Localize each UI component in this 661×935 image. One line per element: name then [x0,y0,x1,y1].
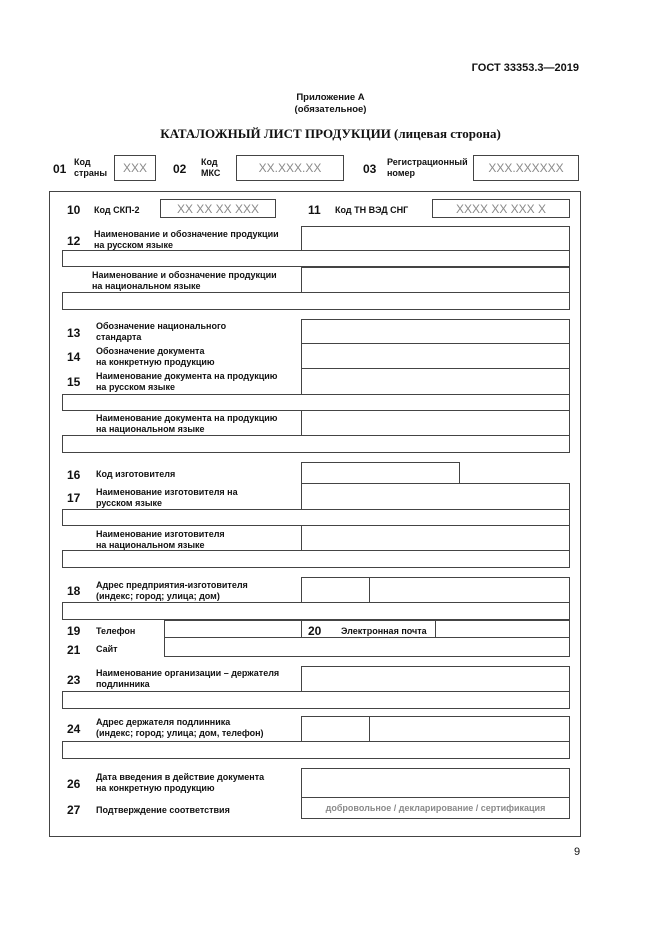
product-name-national-continuation[interactable] [62,292,570,310]
effective-date-field[interactable] [301,768,570,798]
field-11-number: 11 [308,203,321,217]
product-document-field[interactable] [301,343,570,369]
field-27-label: Подтверждение соответствия [96,805,230,815]
original-holder-address-continuation[interactable] [62,741,570,759]
original-holder-address-field[interactable] [301,716,570,742]
field-03-label: Регистрационный номер [387,157,468,178]
appendix-label: Приложение А [296,92,365,103]
field-27-number: 27 [67,803,81,817]
field-26-label: Дата введения в действие документа на конкретную продукцию [96,772,265,793]
field-24-label: Адрес держателя подлинника (индекс; город; улица; дом, телефон) [96,717,264,738]
field-20-label: Электронная почта [341,626,427,636]
manufacturer-name-national-field[interactable] [301,525,570,551]
document-name-ru-field[interactable] [301,368,570,395]
field-02-label: Код МКС [201,157,221,178]
field-17-number: 17 [67,491,81,505]
field-19-label: Телефон [96,626,136,636]
field-13-number: 13 [67,326,81,340]
address-divider [369,577,370,603]
holder-address-divider [369,716,370,742]
manufacturer-name-ru-continuation[interactable] [62,509,570,526]
manufacturer-address-continuation[interactable] [62,602,570,620]
manufacturer-code-field[interactable] [301,462,460,484]
field-15-number: 15 [67,375,81,389]
field-02-number: 02 [173,162,187,176]
field-21-label: Сайт [96,644,118,654]
standard-number: ГОСТ 33353.3—2019 [471,62,579,74]
website-field[interactable] [164,637,570,657]
original-holder-name-continuation[interactable] [62,691,570,709]
mks-code-field[interactable]: XX.XXX.XX [236,155,344,181]
field-17-label: Наименование изготовителя на русском языке [96,487,238,508]
national-standard-field[interactable] [301,319,570,344]
field-13-label: Обозначение национального стандарта [96,321,227,342]
field-19-number: 19 [67,624,81,638]
conformity-confirmation-field[interactable]: добровольное / декларирование / сертификация [301,797,570,819]
page-title: КАТАЛОЖНЫЙ ЛИСТ ПРОДУКЦИИ (лицевая сторона) [160,126,501,141]
field-17n-label: Наименование изготовителя на национальном языке [96,529,225,550]
original-holder-name-field[interactable] [301,666,570,692]
field-21-number: 21 [67,643,81,657]
tnved-code-field[interactable]: XXXX XX XXX X [432,199,570,218]
phone-divider [301,620,302,638]
appendix-note: (обязательное) [294,104,367,115]
field-12-number: 12 [67,234,81,248]
manufacturer-name-ru-field[interactable] [301,483,570,510]
field-16-number: 16 [67,468,81,482]
product-name-ru-continuation[interactable] [62,250,570,267]
field-03-number: 03 [363,162,377,176]
field-01-label: Код страны [74,157,108,178]
product-name-ru-field[interactable] [301,226,570,251]
field-24-number: 24 [67,722,81,736]
document-name-national-field[interactable] [301,410,570,436]
field-23-label: Наименование организации – держателя подлинника [96,668,280,689]
manufacturer-name-national-continuation[interactable] [62,550,570,568]
field-12-label: Наименование и обозначение продукции на русском языке [94,229,279,250]
field-11-label: Код ТН ВЭД СНГ [335,205,409,215]
page-number: 9 [574,846,581,858]
field-15-label: Наименование документа на продукцию на русском языке [96,371,278,392]
field-26-number: 26 [67,777,81,791]
field-01-number: 01 [53,162,67,176]
field-20-number: 20 [308,624,322,638]
document-name-national-continuation[interactable] [62,435,570,453]
field-14-label: Обозначение документа на конкретную продукцию [96,346,215,367]
product-name-national-field[interactable] [301,267,570,293]
registration-number-field[interactable]: XXX.XXXXXX [473,155,579,181]
field-15n-label: Наименование документа на продукцию на национальном языке [96,413,278,434]
field-18-label: Адрес предприятия-изготовителя (индекс; город; улица; дом) [96,580,248,601]
skp2-code-field[interactable]: XX XX XX XXX [160,199,276,218]
field-10-label: Код СКП-2 [94,205,140,215]
manufacturer-address-field[interactable] [301,577,570,603]
document-name-ru-continuation[interactable] [62,394,570,411]
field-23-number: 23 [67,673,81,687]
email-divider[interactable] [435,620,436,638]
field-18-number: 18 [67,584,81,598]
field-10-number: 10 [67,203,81,217]
field-14-number: 14 [67,350,81,364]
field-12n-label: Наименование и обозначение продукции на национальном языке [92,270,277,291]
country-code-field[interactable]: XXX [114,155,156,181]
field-16-label: Код изготовителя [96,469,176,479]
